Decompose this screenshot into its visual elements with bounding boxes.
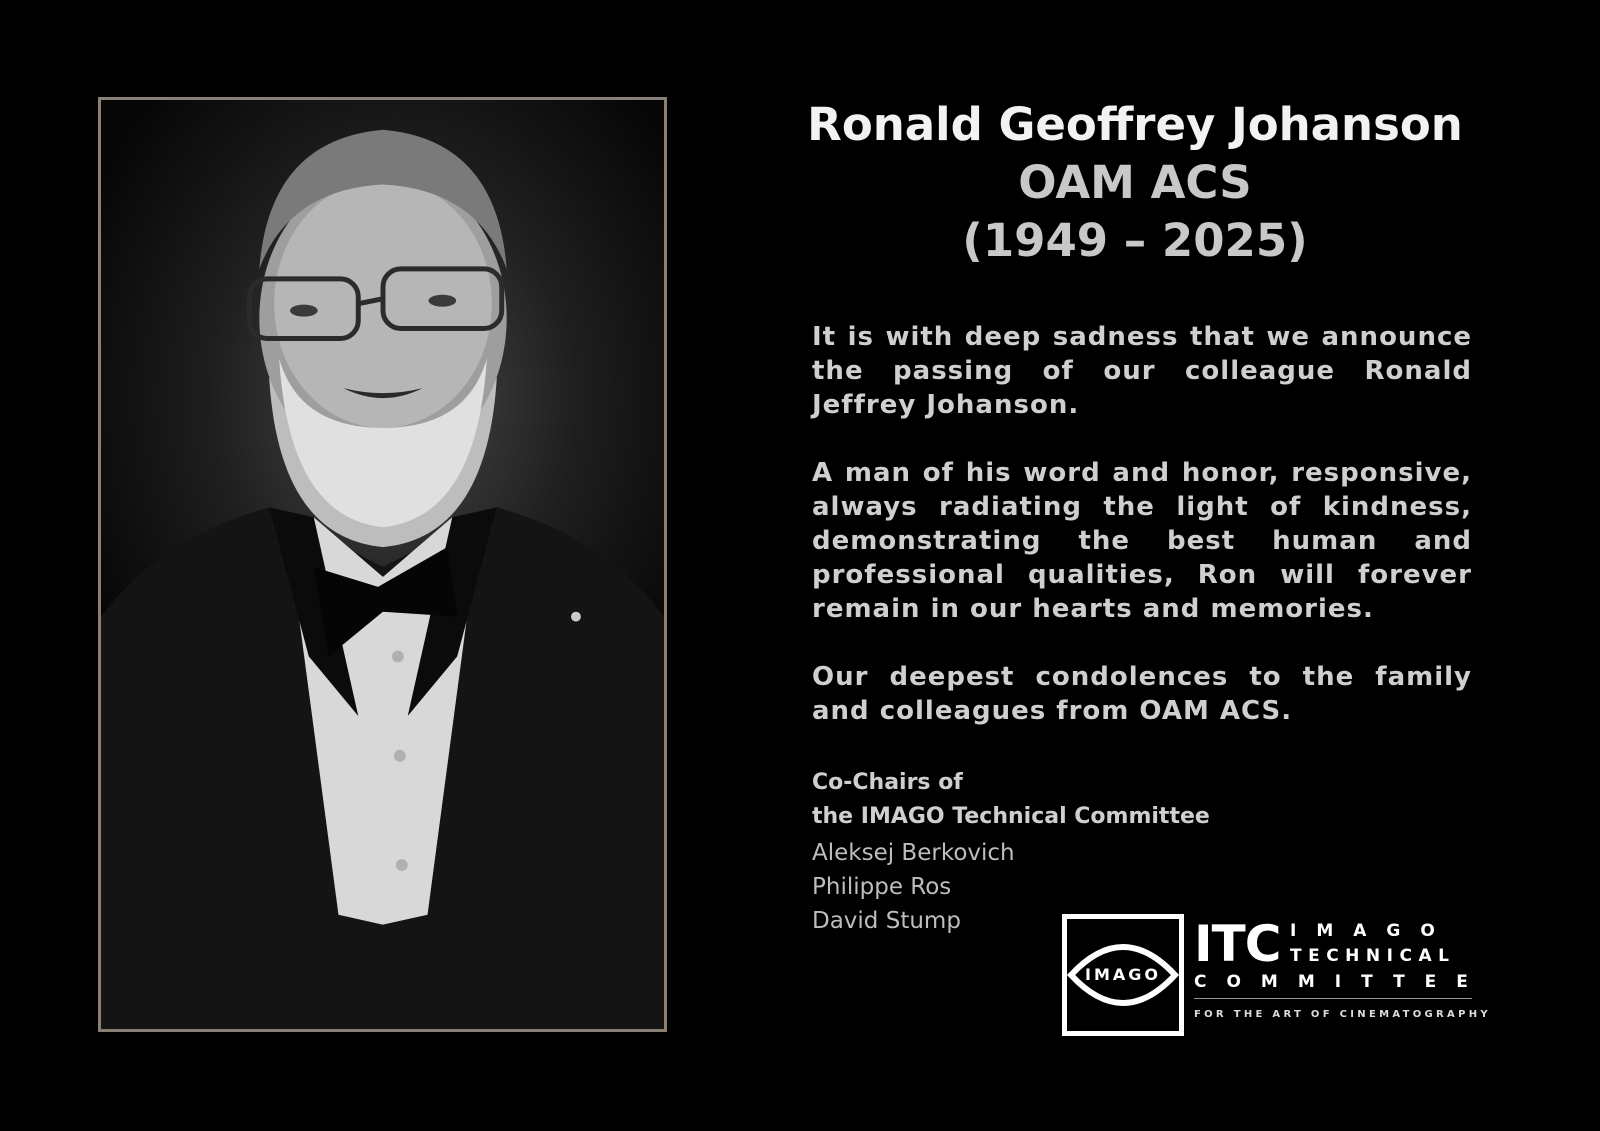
tribute-paragraph: A man of his word and honor, responsive, always radiating the light of kindness, demonstrating the best human and professional qualities, Ron will forever remain in our hearts and memories. [812, 458, 1472, 624]
logo-line-technical: TECHNICAL [1290, 946, 1456, 966]
postnominals: OAM ACS [1018, 156, 1252, 209]
signer-name: Aleksej Berkovich [812, 840, 1015, 866]
announcement-paragraph: It is with deep sadness that we announce the passing of our colleague Ronald Jeffrey Johanson. [812, 322, 1472, 420]
condolences-paragraph: Our deepest condolences to the family and colleagues from OAM ACS. [812, 662, 1472, 726]
imago-emblem [1062, 914, 1184, 1036]
portrait-illustration-icon [101, 100, 664, 1029]
person-name: Ronald Geoffrey Johanson [807, 98, 1463, 151]
heading-block [790, 96, 1480, 270]
signer-name: Philippe Ros [812, 874, 952, 900]
signer-name: David Stump [812, 908, 961, 934]
logo-divider [1194, 998, 1472, 999]
portrait-photo [98, 97, 667, 1032]
signature-heading-line1: Co-Chairs of [812, 770, 963, 795]
life-dates: (1949 – 2025) [962, 214, 1308, 267]
emblem-word: IMAGO [1085, 965, 1161, 984]
signature-heading [812, 766, 1210, 834]
signer-list [812, 836, 1015, 938]
signature-heading-line2: the IMAGO Technical Committee [812, 804, 1210, 829]
itc-acronym: ITC [1194, 915, 1281, 973]
logo-tagline: FOR THE ART OF CINEMATOGRAPHY [1194, 1009, 1491, 1020]
logo-line-committee: COMMITTEE [1194, 972, 1488, 992]
logo-line-imago: IMAGO [1290, 921, 1455, 941]
